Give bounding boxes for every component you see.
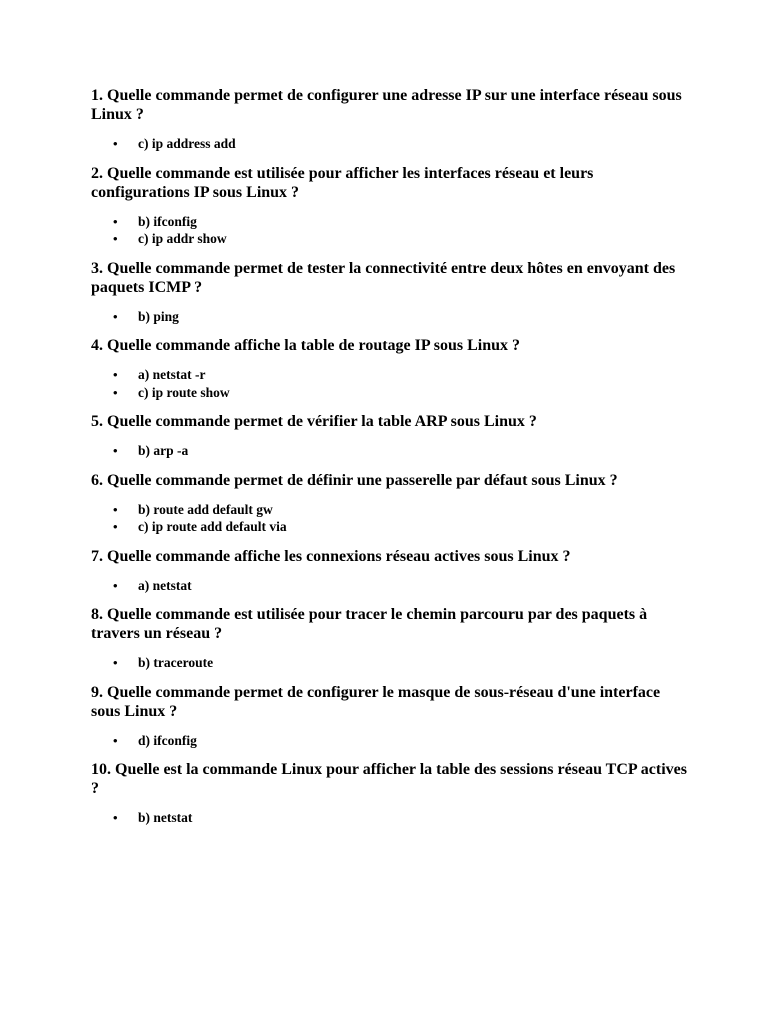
bullet-icon: • xyxy=(113,443,118,458)
answer-text: c) ip route add default via xyxy=(138,519,287,534)
answer-text: b) ifconfig xyxy=(138,213,197,229)
quiz-document xyxy=(91,86,691,838)
answer-text: b) arp -a xyxy=(138,443,189,458)
bullet-icon: • xyxy=(113,367,118,382)
bullet-icon: • xyxy=(113,213,118,229)
bullet-icon: • xyxy=(113,655,118,670)
answer-text: a) netstat -r xyxy=(138,367,206,382)
answer-list-2 xyxy=(91,213,691,248)
question-8: 8. Quelle commande est utilisée pour tracer le chemin parcouru par des paquets à travers un réseau ? xyxy=(91,606,648,642)
answer-list-4 xyxy=(91,366,691,401)
answer-item xyxy=(91,366,691,384)
question-6: 6. Quelle commande permet de définir une passerelle par défaut sous Linux ? xyxy=(91,471,618,489)
bullet-icon: • xyxy=(113,501,118,517)
question-4: 4. Quelle commande affiche la table de routage IP sous Linux ? xyxy=(91,337,521,354)
bullet-icon: • xyxy=(113,231,118,246)
question-1: 1. Quelle commande permet de configurer une adresse IP sur une interface réseau sous Linux ? xyxy=(91,87,682,123)
answer-text: c) ip addr show xyxy=(138,231,227,246)
answer-item xyxy=(91,308,691,326)
answer-item xyxy=(91,442,691,460)
answer-list-1 xyxy=(91,135,691,153)
question-7: 7. Quelle commande affiche les connexions réseau actives sous Linux ? xyxy=(91,547,571,565)
bullet-icon: • xyxy=(113,384,118,400)
bullet-icon: • xyxy=(113,519,118,534)
answer-text: a) netstat xyxy=(138,577,192,593)
bullet-icon: • xyxy=(113,810,118,825)
answer-list-10 xyxy=(91,809,691,827)
answer-item xyxy=(91,654,691,672)
answer-list-5 xyxy=(91,442,691,460)
answer-item xyxy=(91,501,691,519)
question-3: 3. Quelle commande permet de tester la connectivité entre deux hôtes en envoyant des paquets ICMP ? xyxy=(91,259,676,296)
answer-text: b) netstat xyxy=(138,810,193,825)
answer-item xyxy=(91,732,691,750)
answer-list-9 xyxy=(91,732,691,750)
bullet-icon: • xyxy=(113,732,118,748)
answer-item xyxy=(91,518,691,536)
answer-text: c) ip route show xyxy=(138,384,230,400)
answer-text: d) ifconfig xyxy=(138,732,197,748)
answer-list-7 xyxy=(91,577,691,595)
answer-item xyxy=(91,135,691,153)
answer-list-8 xyxy=(91,654,691,672)
answer-text: b) ping xyxy=(138,308,179,324)
bullet-icon: • xyxy=(113,308,118,324)
answer-item xyxy=(91,230,691,248)
answer-text: b) traceroute xyxy=(138,655,214,670)
bullet-icon: • xyxy=(113,136,118,151)
answer-text: b) route add default gw xyxy=(138,501,273,517)
question-9: 9. Quelle commande permet de configurer le masque de sous-réseau d'une interface sous Linux ? xyxy=(91,683,661,720)
question-5: 5. Quelle commande permet de vérifier la table ARP sous Linux ? xyxy=(91,413,537,430)
answer-item xyxy=(91,577,691,595)
answer-text: c) ip address add xyxy=(138,136,236,151)
answer-list-6 xyxy=(91,501,691,536)
answer-list-3 xyxy=(91,308,691,326)
question-10: 10. Quelle est la commande Linux pour afficher la table des sessions réseau TCP actives ? xyxy=(91,761,687,797)
answer-item xyxy=(91,809,691,827)
bullet-icon: • xyxy=(113,577,118,593)
answer-item xyxy=(91,213,691,231)
answer-item xyxy=(91,384,691,402)
question-2: 2. Quelle commande est utilisée pour afficher les interfaces réseau et leurs configurations IP sous Linux ? xyxy=(91,164,594,201)
